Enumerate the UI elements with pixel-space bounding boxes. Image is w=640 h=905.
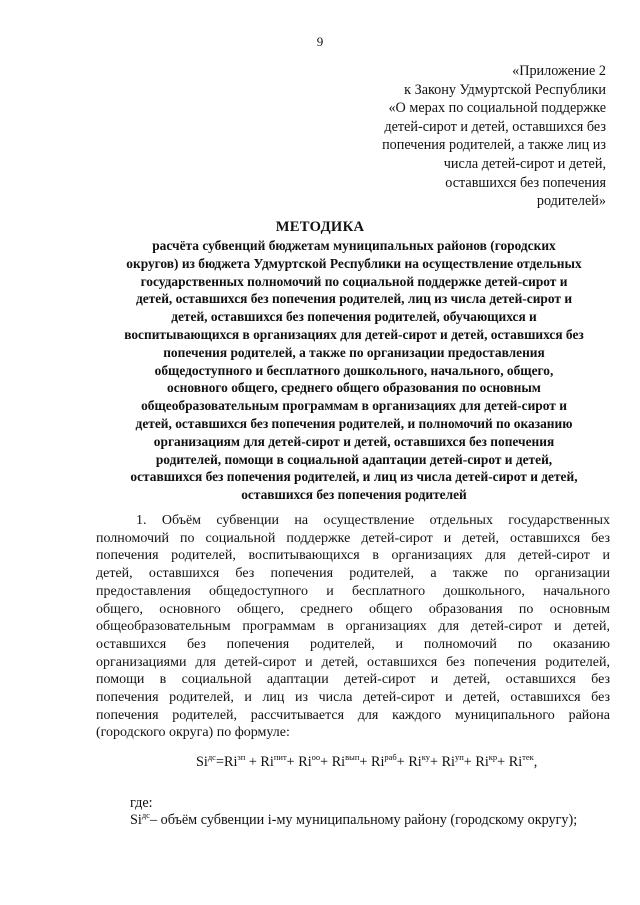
formula-term: $Ri^{зп}$ (223, 752, 246, 770)
subtitle-line: организациям для детей-сирот и детей, оставшихся без попечения (153, 433, 555, 449)
symbol-definition (130, 810, 577, 829)
paragraph-line: общеобразовательным программам в организациях для детей-сирот и детей, (96, 619, 610, 635)
formula-term: $Ri^{тек}$ (508, 752, 534, 770)
subtitle-line: детей, оставшихся без попечения родителей, и полномочий по оказанию (135, 415, 573, 431)
formula-term: $Ri^{оо}$ (298, 752, 321, 770)
paragraph-line: детей, оставшихся без попечения родителей, а также по организации (96, 566, 610, 582)
paragraph-line: полномочий по социальной поддержке детей-сирот и детей, оставшихся без (96, 530, 610, 546)
formula-term: $Ri^{кр}$ (475, 752, 498, 770)
formula-term: $Ri^{ку}$ (408, 752, 430, 770)
subtitle-line: основного общего, среднего общего образования по основным (167, 380, 541, 396)
appendix-reference (306, 62, 606, 211)
paragraph-line: помощи в социальной адаптации детей-сирот и детей, оставшихся без (96, 672, 610, 688)
paragraph-line: попечения родителей, воспитывающихся в организациях для детей-сирот и (96, 548, 610, 564)
subtitle-line: родителей, помощи в социальной адаптации детей-сирот и детей, (155, 451, 553, 467)
formula-equals: = (215, 754, 224, 770)
formula-term: $Ri^{вып}$ (331, 752, 360, 770)
formula-lhs: $Si^{дс}$ (196, 752, 216, 770)
formula-term: $Ri^{уп}$ (441, 752, 464, 770)
appendix-line: детей-сирот и детей, оставшихся без (384, 118, 606, 135)
appendix-line: попечения родителей, а также лиц из (382, 137, 606, 154)
subtitle-line: оставшихся без попечения родителей (241, 487, 467, 503)
appendix-line: «Приложение 2 (512, 63, 606, 79)
paragraph-line: оставшихся без попечения родителей, и полномочий по оказанию (96, 636, 610, 652)
subtitle-line: округов) из бюджета Удмуртской Республики на осуществление отдельных (126, 255, 582, 271)
subtitle-line: общеобразовательным программам в организациях для детей-сирот и (141, 398, 567, 414)
paragraph-line: 1. Объём субвенции на осуществление отдельных государственных (136, 513, 610, 528)
formula-term: $Ri^{пит}$ (260, 752, 287, 770)
subtitle-line: попечения родителей, а также по организации предоставления (163, 344, 545, 360)
subtitle-line: оставшихся без попечения родителей, и лиц из числа детей-сирот и детей, (130, 469, 578, 485)
subtitle-line: детей, оставшихся без попечения родителей, обучающихся и (171, 309, 537, 325)
formula-term: $Ri^{раб}$ (370, 752, 397, 770)
definition-text: – объём субвенции i-му муниципальному району (городскому округу); (149, 812, 578, 828)
appendix-line: к Закону Удмуртской Республики (404, 81, 606, 98)
subvention-formula: $Si^{дс}=Ri^{зп} + Ri^{пит}+ Ri^{оо}+ Ri^{вып}+ Ri^{раб}+ Ri^{ку}+ Ri^{уп}+ Ri^{кр}+ Ri^{тек}$, (196, 752, 538, 770)
paragraph-line: попечения родителей, рассчитывается для каждого муниципального района (96, 707, 610, 723)
document-subtitle (98, 237, 610, 504)
subtitle-line: детей, оставшихся без попечения родителей, лиц из числа детей-сирот и (135, 291, 573, 307)
paragraph-line: предоставления общедоступного и бесплатного дошкольного, начального (96, 583, 610, 599)
paragraph-line: общего, основного общего, среднего общего образования по основным (96, 601, 610, 617)
appendix-line: числа детей-сирот и детей, (443, 155, 606, 172)
paragraph-line: попечения родителей, и лиц из числа детей-сирот и детей, оставшихся без (96, 690, 610, 706)
where-label: где: (130, 795, 153, 811)
subtitle-line: общедоступного и бесплатного дошкольного, начального, общего, (154, 362, 554, 378)
appendix-line: родителей» (536, 193, 606, 210)
subtitle-line: воспитывающихся в организациях для детей-сирот и детей, оставшихся без (124, 326, 584, 342)
paragraph-line: (городского округа) по формуле: (96, 725, 290, 741)
document-title: МЕТОДИКА (275, 219, 365, 235)
appendix-line: оставшихся без попечения (445, 174, 606, 191)
paragraph-1 (96, 512, 610, 742)
formula-trailer: , (533, 754, 538, 770)
definition-symbol: $Si^{дс}$ (130, 810, 150, 828)
subtitle-line: государственных полномочий по социальной поддержке детей-сирот и (140, 273, 568, 289)
page-number: 9 (316, 34, 324, 49)
subtitle-line: расчёта субвенций бюджетам муниципальных районов (городских (152, 238, 556, 253)
appendix-line: «О мерах по социальной поддержке (388, 100, 606, 117)
paragraph-line: организациями для детей-сирот и детей, оставшихся без попечения родителей, (96, 654, 610, 670)
